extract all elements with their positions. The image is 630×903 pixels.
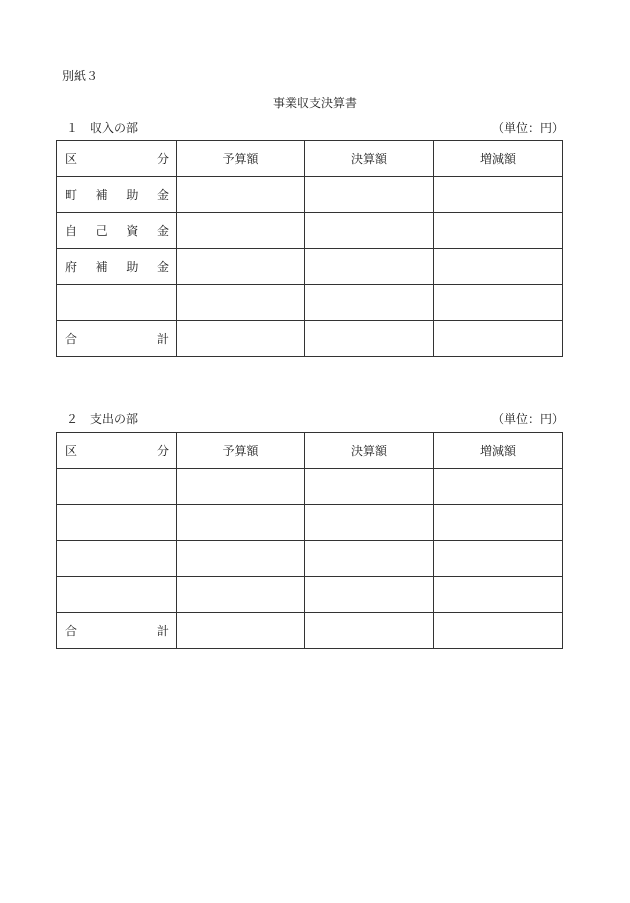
category-char: 計 <box>156 624 169 638</box>
budget-cell[interactable] <box>177 249 305 285</box>
change-cell[interactable] <box>434 541 563 577</box>
expense-unit-label: （単位：円） <box>492 412 565 426</box>
header-settlement: 決算額 <box>305 141 434 177</box>
change-total-cell[interactable] <box>434 613 563 649</box>
settlement-cell[interactable] <box>305 285 434 321</box>
budget-total-cell[interactable] <box>177 613 305 649</box>
table-header-row <box>57 141 563 177</box>
settlement-cell[interactable] <box>305 541 434 577</box>
category-char: 区 <box>65 444 78 458</box>
table-row <box>57 541 563 577</box>
category-cell <box>57 177 177 213</box>
category-char: 補 <box>95 188 108 202</box>
category-cell[interactable] <box>57 469 177 505</box>
settlement-cell[interactable] <box>305 577 434 613</box>
category-cell[interactable] <box>57 505 177 541</box>
category-char: 補 <box>95 260 108 274</box>
category-char: 助 <box>126 260 139 274</box>
category-char: 区 <box>65 152 78 166</box>
table-row <box>57 505 563 541</box>
budget-cell[interactable] <box>177 213 305 249</box>
total-label-cell <box>57 613 177 649</box>
category-char: 合 <box>65 332 78 346</box>
header-change: 増減額 <box>434 433 563 469</box>
table-row <box>57 285 563 321</box>
category-char: 金 <box>156 224 169 238</box>
total-label-cell <box>57 321 177 357</box>
budget-cell[interactable] <box>177 469 305 505</box>
table-row <box>57 249 563 285</box>
change-cell[interactable] <box>434 577 563 613</box>
table-row <box>57 577 563 613</box>
category-label <box>57 186 176 203</box>
change-total-cell[interactable] <box>434 321 563 357</box>
income-unit-label: （単位：円） <box>492 121 565 135</box>
total-row <box>57 321 563 357</box>
category-char: 府 <box>65 260 78 274</box>
change-cell[interactable] <box>434 249 563 285</box>
category-cell <box>57 213 177 249</box>
table-row <box>57 177 563 213</box>
header-budget: 予算額 <box>177 141 305 177</box>
change-cell[interactable] <box>434 469 563 505</box>
header-category <box>57 433 177 469</box>
category-char: 金 <box>156 188 169 202</box>
category-char: 分 <box>156 444 169 458</box>
budget-cell[interactable] <box>177 285 305 321</box>
settlement-cell[interactable] <box>305 469 434 505</box>
category-char: 分 <box>156 152 169 166</box>
budget-total-cell[interactable] <box>177 321 305 357</box>
change-cell[interactable] <box>434 285 563 321</box>
settlement-total-cell[interactable] <box>305 613 434 649</box>
settlement-cell[interactable] <box>305 177 434 213</box>
settlement-cell[interactable] <box>305 213 434 249</box>
table-row <box>57 213 563 249</box>
change-cell[interactable] <box>434 505 563 541</box>
annex-label: 別紙３ <box>62 69 99 83</box>
budget-cell[interactable] <box>177 541 305 577</box>
settlement-total-cell[interactable] <box>305 321 434 357</box>
table-header-row <box>57 433 563 469</box>
header-category-label <box>57 442 176 459</box>
total-row <box>57 613 563 649</box>
table-row <box>57 469 563 505</box>
document-title: 事業収支決算書 <box>272 96 357 110</box>
income-table <box>56 140 563 357</box>
category-cell[interactable] <box>57 285 177 321</box>
category-char: 助 <box>126 188 139 202</box>
category-char: 町 <box>65 188 78 202</box>
change-cell[interactable] <box>434 177 563 213</box>
total-label <box>57 622 176 639</box>
category-char: 資 <box>126 224 139 238</box>
income-heading: １ 収入の部 <box>66 121 139 135</box>
category-label <box>57 258 176 275</box>
header-settlement: 決算額 <box>305 433 434 469</box>
expense-table <box>56 432 563 649</box>
category-cell <box>57 249 177 285</box>
category-char: 己 <box>95 224 108 238</box>
category-char: 自 <box>65 224 78 238</box>
header-category <box>57 141 177 177</box>
header-change: 増減額 <box>434 141 563 177</box>
budget-cell[interactable] <box>177 505 305 541</box>
category-char: 計 <box>156 332 169 346</box>
category-label <box>57 222 176 239</box>
total-label <box>57 330 176 347</box>
budget-cell[interactable] <box>177 177 305 213</box>
header-budget: 予算額 <box>177 433 305 469</box>
expense-heading: ２ 支出の部 <box>66 412 139 426</box>
category-char: 合 <box>65 624 78 638</box>
category-cell[interactable] <box>57 577 177 613</box>
settlement-cell[interactable] <box>305 505 434 541</box>
header-category-label <box>57 150 176 167</box>
category-char: 金 <box>156 260 169 274</box>
settlement-cell[interactable] <box>305 249 434 285</box>
budget-cell[interactable] <box>177 577 305 613</box>
change-cell[interactable] <box>434 213 563 249</box>
category-cell[interactable] <box>57 541 177 577</box>
